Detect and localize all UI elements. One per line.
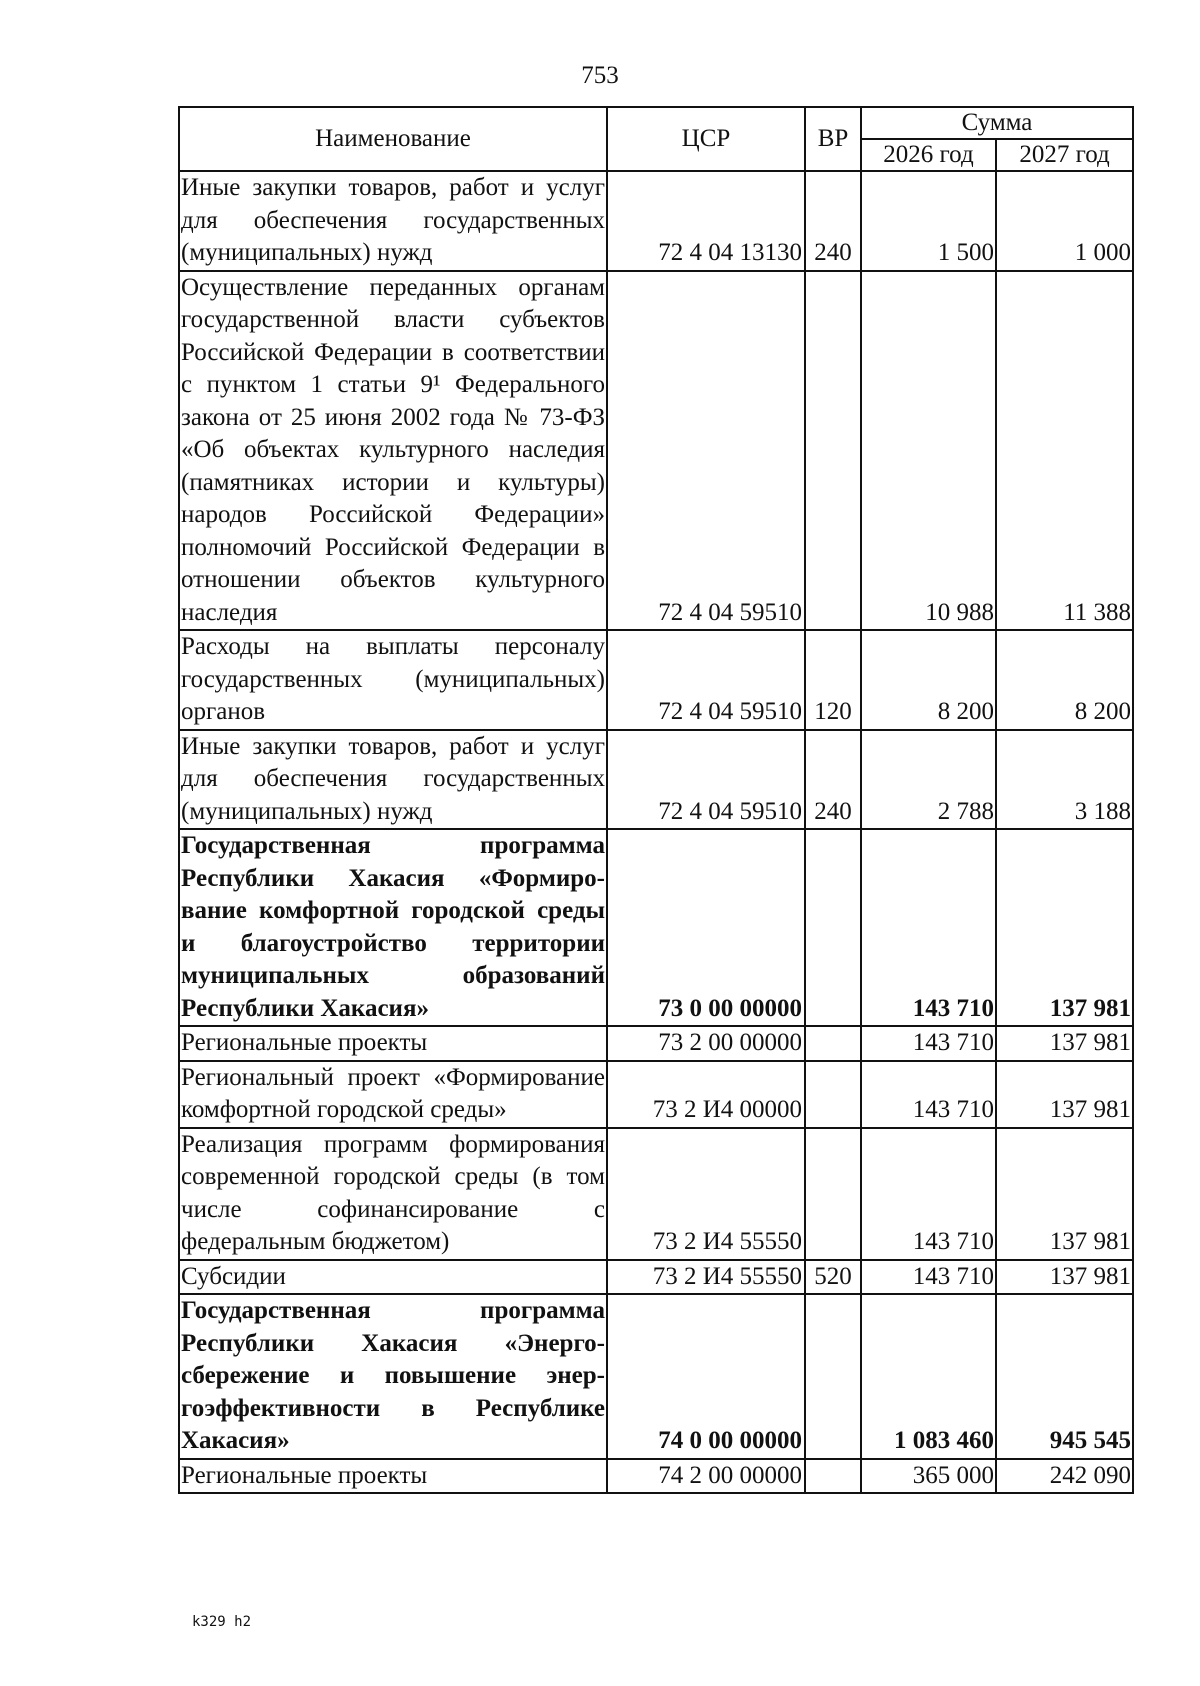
cell-name: Государственная программа Республики Хакасия «Энергосбережение и повышение энергоэффективности в Республике Хакасия» [179, 1294, 607, 1459]
cell-sum-2026: 143 710 [861, 1061, 996, 1128]
cell-csr: 72 4 04 59510 [607, 730, 805, 830]
cell-name: Иные закупки товаров, работ и услуг для обеспечения государственных (муниципальных) нужд [179, 171, 607, 271]
cell-sum-2027: 137 981 [996, 1026, 1133, 1061]
cell-vr [805, 1026, 861, 1061]
table-row [179, 271, 1133, 631]
cell-vr [805, 1294, 861, 1459]
cell-sum-2026: 143 710 [861, 829, 996, 1026]
cell-sum-2027: 3 188 [996, 730, 1133, 830]
header-vr: ВР [805, 107, 861, 171]
cell-sum-2026: 2 788 [861, 730, 996, 830]
cell-sum-2026: 143 710 [861, 1260, 996, 1295]
cell-name: Расходы на выплаты персоналу государственных (муниципальных) органов [179, 630, 607, 730]
table-row [179, 171, 1133, 271]
cell-sum-2027: 242 090 [996, 1459, 1133, 1494]
cell-vr: 240 [805, 171, 861, 271]
header-csr: ЦСР [607, 107, 805, 171]
cell-name: Иные закупки товаров, работ и услуг для обеспечения государственных (муниципальных) нужд [179, 730, 607, 830]
cell-sum-2027: 137 981 [996, 1260, 1133, 1295]
table-row [179, 1128, 1133, 1260]
cell-vr: 120 [805, 630, 861, 730]
cell-csr: 74 0 00 00000 [607, 1294, 805, 1459]
cell-csr: 73 2 И4 00000 [607, 1061, 805, 1128]
cell-vr [805, 271, 861, 631]
cell-csr: 72 4 04 13130 [607, 171, 805, 271]
cell-sum-2026: 1 500 [861, 171, 996, 271]
cell-vr [805, 829, 861, 1026]
cell-name: Региональный проект «Формирование комфортной городской среды» [179, 1061, 607, 1128]
cell-vr: 240 [805, 730, 861, 830]
cell-csr: 72 4 04 59510 [607, 630, 805, 730]
cell-sum-2026: 365 000 [861, 1459, 996, 1494]
cell-vr [805, 1061, 861, 1128]
header-name: Наименование [179, 107, 607, 171]
header-sum: Сумма [861, 107, 1133, 139]
cell-sum-2026: 10 988 [861, 271, 996, 631]
table-row [179, 1260, 1133, 1295]
cell-sum-2027: 137 981 [996, 1128, 1133, 1260]
cell-sum-2027: 8 200 [996, 630, 1133, 730]
header-year-2027: 2027 год [996, 139, 1133, 171]
cell-sum-2026: 8 200 [861, 630, 996, 730]
table-body [179, 171, 1133, 1493]
table-row [179, 1294, 1133, 1459]
cell-csr: 73 2 И4 55550 [607, 1260, 805, 1295]
cell-csr: 74 2 00 00000 [607, 1459, 805, 1494]
cell-csr: 73 0 00 00000 [607, 829, 805, 1026]
cell-name: Региональные проекты [179, 1026, 607, 1061]
cell-sum-2026: 143 710 [861, 1128, 996, 1260]
page-number: 753 [581, 62, 619, 89]
table-row [179, 730, 1133, 830]
header-year-2026: 2026 год [861, 139, 996, 171]
cell-vr [805, 1459, 861, 1494]
table-row [179, 1026, 1133, 1061]
cell-name: Государственная программа Республики Хакасия «Формирование комфортной городской среды и благоустройство территории муниципальных образований Республики Хакасия» [179, 829, 607, 1026]
cell-sum-2027: 1 000 [996, 171, 1133, 271]
cell-name: Субсидии [179, 1260, 607, 1295]
cell-sum-2027: 137 981 [996, 829, 1133, 1026]
cell-csr: 73 2 И4 55550 [607, 1128, 805, 1260]
cell-csr: 73 2 00 00000 [607, 1026, 805, 1061]
cell-csr: 72 4 04 59510 [607, 271, 805, 631]
cell-vr: 520 [805, 1260, 861, 1295]
cell-sum-2027: 945 545 [996, 1294, 1133, 1459]
cell-name: Осуществление переданных органам государственной власти субъектов Российской Федерации в соответствии с пунктом 1 статьи 9¹ Федерального закона от 25 июня 2002 года № 73-ФЗ «Об объектах культурного наследия (памятниках истории и культуры) народов Российской Федерации» полномочий Российской Федерации в отношении объектов культурного наследия [179, 271, 607, 631]
cell-vr [805, 1128, 861, 1260]
footer-code: k329 h2 [192, 1614, 252, 1630]
cell-name: Региональные проекты [179, 1459, 607, 1494]
table-row [179, 1459, 1133, 1494]
cell-sum-2027: 137 981 [996, 1061, 1133, 1128]
budget-table [178, 106, 1134, 1494]
table-header [179, 107, 1133, 171]
cell-sum-2026: 143 710 [861, 1026, 996, 1061]
cell-name: Реализация программ формирования современной городской среды (в том числе софинансирование с федеральным бюджетом) [179, 1128, 607, 1260]
table-row [179, 829, 1133, 1026]
table-row [179, 630, 1133, 730]
cell-sum-2027: 11 388 [996, 271, 1133, 631]
table-row [179, 1061, 1133, 1128]
cell-sum-2026: 1 083 460 [861, 1294, 996, 1459]
